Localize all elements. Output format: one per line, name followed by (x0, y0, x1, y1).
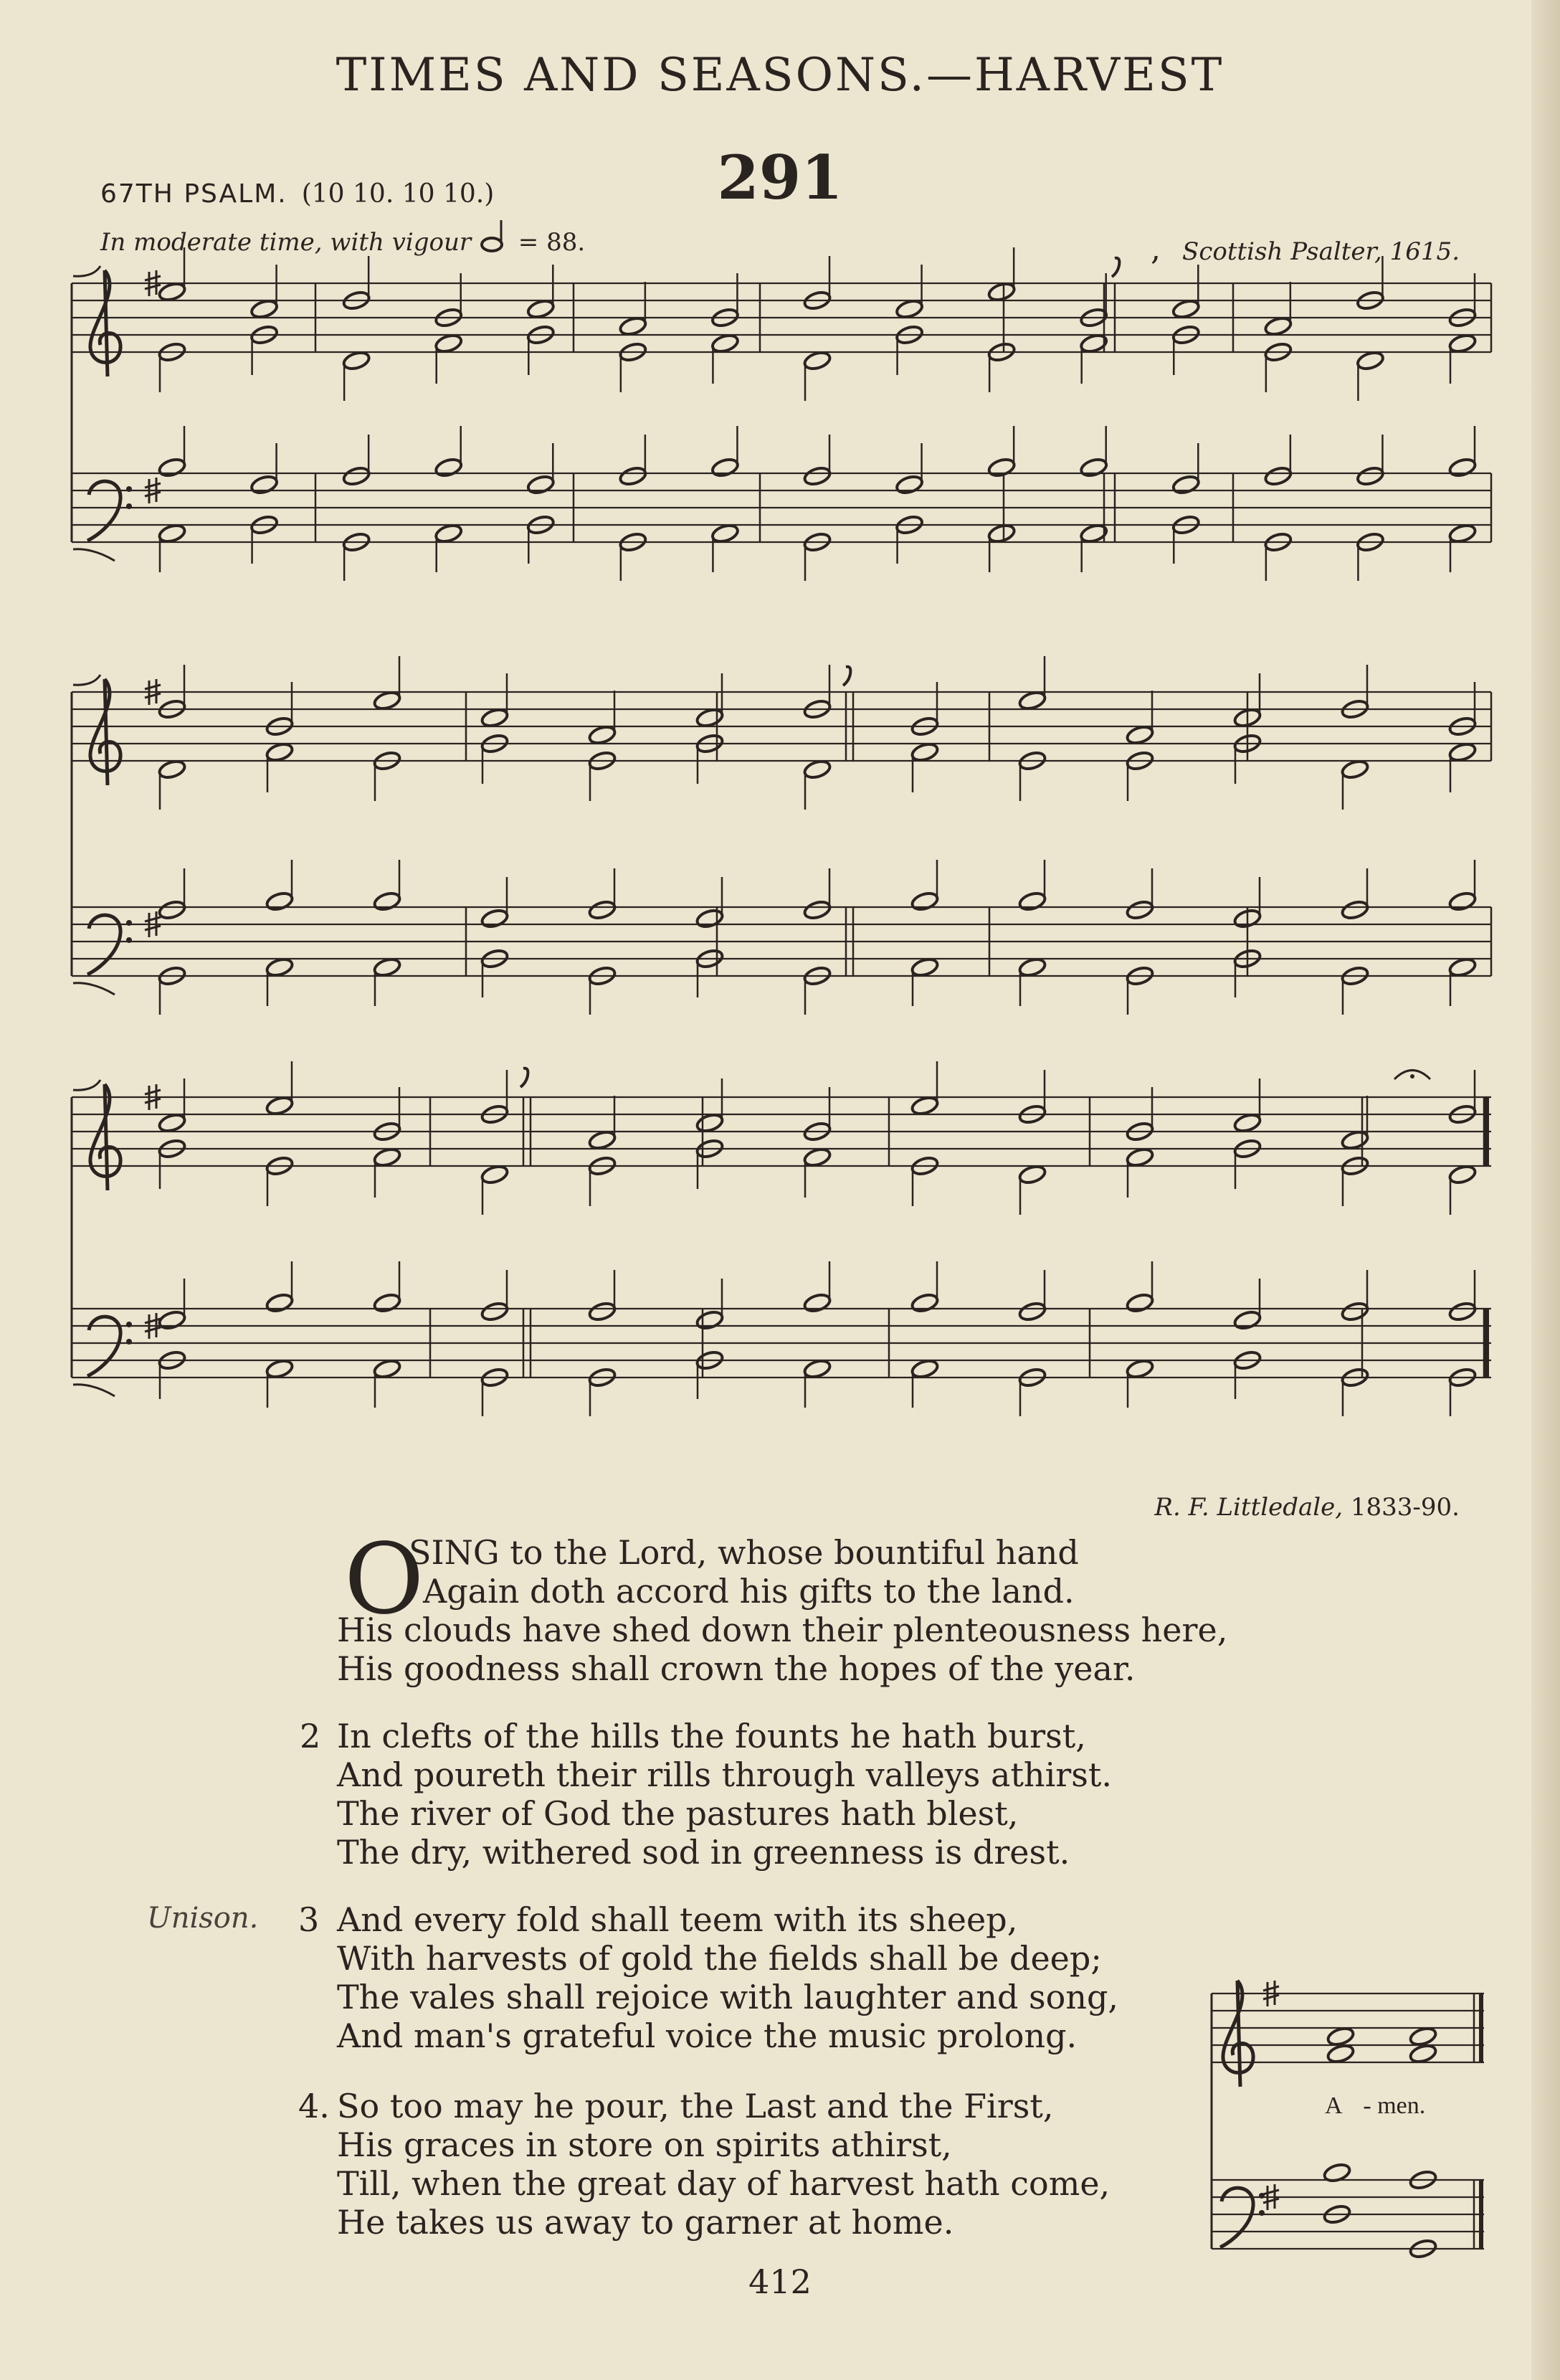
verse-line: Again doth accord his gifts to the land. (423, 1572, 1075, 1611)
treble-clef-icon (90, 679, 120, 785)
brace-top (73, 675, 100, 685)
note-head (526, 474, 555, 496)
note-head (910, 1292, 939, 1314)
note-head (1326, 2043, 1355, 2064)
note-head (803, 1358, 832, 1380)
note-head (434, 523, 463, 544)
note-head (1233, 1112, 1262, 1134)
note-head (1171, 298, 1200, 320)
note-head (987, 523, 1016, 544)
verse-line: SING to the Lord, whose bountiful hand (409, 1533, 1079, 1572)
note-head (373, 690, 401, 711)
bass-clef-dot (126, 486, 132, 492)
brace-bottom (73, 983, 115, 995)
verse-number: 4. (298, 2087, 330, 2125)
note-head (373, 1292, 401, 1314)
note-head (373, 891, 401, 912)
verse-number: 2 (300, 1717, 321, 1755)
tune-source-text: Scottish Psalter, 1615. (1182, 237, 1460, 266)
note-head (588, 899, 617, 921)
note-head (987, 457, 1016, 478)
note-head (480, 908, 509, 929)
note-head (1341, 899, 1369, 921)
note-head (1356, 465, 1384, 487)
note-head (1126, 1358, 1154, 1380)
note-head (1356, 350, 1384, 371)
note-head (1233, 1309, 1262, 1331)
note-head (710, 333, 739, 354)
running-head: TIMES AND SEASONS.—HARVEST (336, 49, 1224, 102)
note-head (895, 298, 923, 320)
breath-mark (843, 667, 850, 686)
verse-line: He takes us away to garner at home. (337, 2203, 954, 2242)
text-author (1154, 1493, 1460, 1522)
note-head (265, 1292, 294, 1314)
note-head (342, 465, 371, 487)
note-head (1448, 1301, 1477, 1322)
verse-line: The dry, withered sod in greenness is drest. (337, 1833, 1070, 1872)
note-head (158, 1112, 186, 1134)
note-head (342, 350, 371, 371)
note-head (1448, 333, 1477, 354)
verse-3 (337, 1900, 1118, 2055)
verse-line: And every fold shall teem with its sheep, (337, 1900, 1018, 1939)
bass-clef-dot (126, 1339, 132, 1345)
verse-line: The river of God the pastures hath blest, (337, 1794, 1019, 1833)
note-head (373, 1147, 401, 1168)
note-head (158, 523, 186, 544)
note-head (480, 1301, 509, 1322)
note-head (1018, 1301, 1047, 1322)
verse-line: So too may he pour, the Last and the First, (337, 2087, 1054, 2125)
note-head (910, 1095, 939, 1116)
verse-line: His goodness shall crown the hopes of the year. (337, 1649, 1136, 1688)
note-head (1126, 724, 1154, 746)
note-head (1341, 1129, 1369, 1151)
note-head (1018, 957, 1047, 978)
amen-lyric (1325, 2091, 1425, 2120)
note-head (695, 1112, 724, 1134)
note-head (1448, 957, 1477, 978)
note-head (480, 1164, 509, 1185)
breath-mark (1112, 258, 1119, 277)
amen-syllable-a: A (1325, 2092, 1343, 2119)
tempo-metronome: = 88. (518, 228, 586, 257)
note-head (265, 1358, 294, 1380)
verse-line: His graces in store on spirits athirst, (337, 2125, 952, 2164)
tune-meter: (10 10. 10 10.) (301, 179, 495, 209)
bass-clef-dot (126, 920, 132, 926)
note-head (265, 957, 294, 978)
bass-clef-dot (1259, 2210, 1265, 2216)
note-head (1326, 2026, 1355, 2047)
note-head (158, 899, 186, 921)
brace-top (73, 266, 100, 276)
tempo-text: In moderate time, with vigour (100, 228, 472, 257)
note-head (710, 457, 739, 478)
note-head (695, 1309, 724, 1331)
verse-line: With harvests of gold the fields shall be deep; (337, 1939, 1102, 1978)
verse-line: And poureth their rills through valleys athirst. (337, 1755, 1112, 1794)
author-name: R. F. Littledale, (1154, 1493, 1343, 1522)
note-head (803, 1292, 832, 1314)
note-head (803, 1147, 832, 1168)
note-head (526, 298, 555, 320)
note-head (1264, 316, 1293, 337)
verse-1 (337, 1523, 1228, 1688)
bass-clef-dot (126, 1322, 132, 1327)
brace-top (73, 1080, 100, 1090)
verse-performance-note: Unison. (147, 1902, 259, 1935)
note-head (373, 957, 401, 978)
hymn-number: 291 (717, 142, 843, 213)
drop-cap: O (344, 1523, 424, 1636)
note-head (480, 707, 509, 729)
note-head (910, 741, 939, 763)
verse-line: In clefts of the hills the founts he hath burst, (337, 1717, 1086, 1755)
note-head (158, 1309, 186, 1331)
note-head (695, 908, 724, 929)
note-head (588, 724, 617, 746)
note-head (895, 474, 923, 496)
verse-4 (337, 2087, 1110, 2242)
note-head (1448, 891, 1477, 912)
note-head (249, 298, 278, 320)
note-head (158, 759, 186, 780)
note-head (249, 474, 278, 496)
note-head (1448, 457, 1477, 478)
note-head (1126, 1292, 1154, 1314)
bass-clef-dot (126, 937, 132, 943)
note-head (803, 465, 832, 487)
note-head (158, 457, 186, 478)
verse-line: His clouds have shed down their plenteousness here, (337, 1611, 1228, 1649)
verse-line: The vales shall rejoice with laughter and song, (337, 1978, 1119, 2016)
note-head (1018, 1164, 1047, 1185)
verse-line: Till, when the great day of harvest hath come, (337, 2164, 1110, 2203)
note-head (588, 1129, 617, 1151)
brace-bottom (73, 1385, 115, 1396)
note-head (265, 1095, 294, 1116)
note-head (265, 891, 294, 912)
note-head (1448, 741, 1477, 763)
note-head (803, 899, 832, 921)
note-head (910, 957, 939, 978)
note-head (158, 281, 186, 303)
note-head (910, 891, 939, 912)
note-head (265, 741, 294, 763)
brace-bottom (73, 549, 115, 561)
note-head (1448, 1164, 1477, 1185)
treble-clef-icon (90, 270, 120, 376)
note-head (434, 457, 463, 478)
note-head (1171, 474, 1200, 496)
page-number: 412 (748, 2262, 812, 2301)
note-head (619, 316, 647, 337)
verse-line: And man's grateful voice the music prolong. (337, 2016, 1078, 2055)
note-head (803, 759, 832, 780)
note-head (373, 1358, 401, 1380)
note-head (1448, 523, 1477, 544)
note-head (910, 1358, 939, 1380)
note-head (1409, 2043, 1437, 2064)
breath-mark (520, 1068, 528, 1087)
author-dates: 1833-90. (1350, 1493, 1460, 1522)
note-head (619, 465, 647, 487)
note-head (588, 1301, 617, 1322)
tune-source: , Scottish Psalter, 1615. (1151, 231, 1460, 267)
note-head (987, 281, 1016, 303)
note-head (1409, 2026, 1437, 2047)
bass-clef-dot (126, 503, 132, 509)
treble-clef-icon (90, 1084, 120, 1190)
verse-2 (337, 1717, 1112, 1872)
note-head (803, 350, 832, 371)
note-head (1341, 759, 1369, 780)
fermata-dot (1410, 1074, 1414, 1078)
note-head (695, 707, 724, 729)
note-head (434, 333, 463, 354)
note-head (1018, 690, 1047, 711)
amen-syllable-b: - men. (1363, 2092, 1426, 2119)
note-head (1126, 1147, 1154, 1168)
note-head (1126, 899, 1154, 921)
note-head (710, 523, 739, 544)
tune-title: 67TH PSALM. (100, 179, 287, 209)
verse-number: 3 (298, 1900, 320, 1939)
note-head (1264, 465, 1293, 487)
note-head (1341, 1301, 1369, 1322)
note-head (1018, 891, 1047, 912)
treble-clef-icon (1223, 1981, 1253, 2087)
